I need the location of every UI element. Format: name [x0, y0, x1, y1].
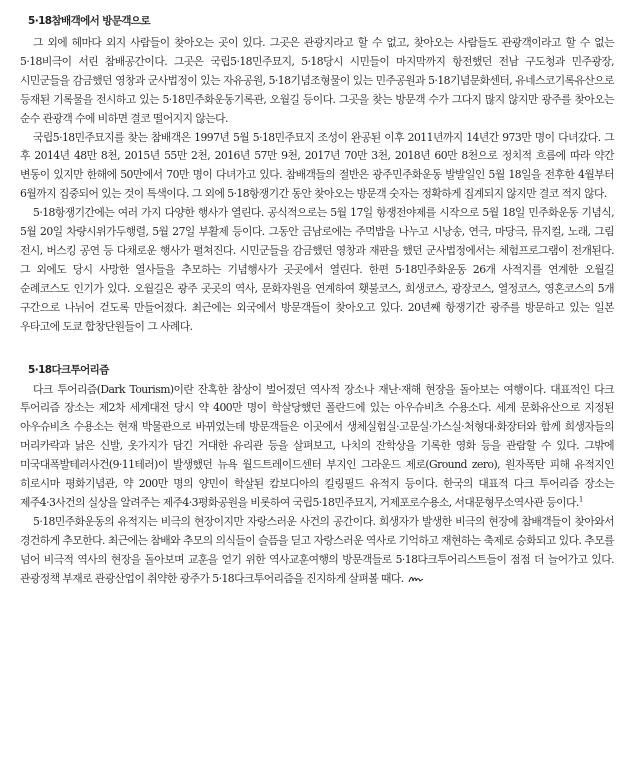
section-dark-tourism [20, 363, 614, 589]
section-visitors [20, 14, 614, 337]
section-title: 5·18다크투어리즘 [28, 363, 109, 376]
paragraph-with-end-mark [20, 513, 614, 589]
section-title: 5·18참배객에서 방문객으로 [28, 15, 150, 27]
paragraph: 5·18항쟁기간에는 여러 가지 다양한 행사가 열린다. 공식적으로는 5월 17일 항쟁전야제를 시작으로 5월 18일 민주화운동 기념식, 5월 20일 차량시위가두행렬, 5월 27일 부활제 등이다. 그동안 금남로에는 주먹밥을 나누고 시낭송, 연극, 마당극, 뮤지컬, 노래, 그림 전시, 버스킹 공연 등 다채로운 행사가 펼쳐진다. 시민군들을 감금했던 영창과 재판을 했던 군사법정에서는 체험프로그램이 전개된다. 그 외에도 당시 사망한 열사들을 추모하는 기념행사가 곳곳에서 열린다. 한편 5·18민주화운동 26개 사적지를 연계한 오월길 순례코스도 인기가 있다. 오월길은 광주 곳곳의 역사, 문화자원을 연계하여 횃불코스, 희생코스, 광장코스, 열정코스, 영혼코스의 5개 구간으로 나뉘어 걷도록 만들어졌다. 최근에는 외국에서 방문객들이 찾아오고 있다. 20년째 항쟁기간 광주를 방문하고 있는 일본 우타고에 도쿄 합창단원들이 그 사례다. [20, 206, 614, 333]
paragraph-text: 5·18민주화운동의 유적지는 비극의 현장이지만 자랑스러운 사건의 공간이다. 희생자가 발생한 비극의 현장에 참배객들이 찾아와서 경건하게 추모한다. 최근에는 참배와 추모의 의식들이 슬픔을 딛고 자랑스러운 역사로 기억하고 재현하는 축제로 승화되고 있다. 추모를 넘어 비극적 역사의 현장을 돌아보며 교훈을 얻기 위한 역사교훈여행의 방문객들로 5·18다크투어리스트들이 점점 더 늘어가고 있다. 관광정책 부재로 관광산업이 취약한 광주가 5·18다크투어리즘을 진지하게 살펴볼 때다. [20, 514, 614, 585]
paragraph: 그 외에 헤마다 외지 사람들이 찾아오는 곳이 있다. 그곳은 관광지라고 할 수 없고, 찾아오는 사람들도 관광객이라고 할 수 없는 5·18비극이 서린 참배공간이다. 그곳은 국립5·18민주묘지, 5·18당시 시민들이 마지막까지 항전했던 전남 구도청과 민주광장, 시민군들을 감금했던 영창과 군사법정이 있는 자유공원, 5·18기념조형물이 있는 민주공원과 5·18기념문화센터, 유네스코기록유산으로 등재된 기록물을 전시하고 있는 5·18민주화운동기록관, 오월길 등이다. 그곳을 찾는 방문객 수가 그다지 많지 않지만 광주를 찾아오는 순수 관광객 수에 비하면 결코 떨어지지 않는다. [20, 36, 614, 125]
footnote-marker: 1 [578, 495, 583, 504]
paragraph: 국립5·18민주묘지를 찾는 참배객은 1997년 5월 5·18민주묘지 조성이 완공된 이후 2011년까지 14년간 973만 명이 다녀갔다. 그 후 2014년 48만 8천, 2015년 55만 2천, 2016년 57만 9천, 2017년 70만 3천, 2018년 60만 8천으로 정치적 흐름에 따라 약간 변동이 있지만 한해에 50만에서 70만 명이 다녀가고 있다. 참배객들의 절반은 광주민주화운동 발발일인 5월 18일을 전후한 4월부터 6월까지 집중되어 있는 것이 특색이다. 그 외에 5·18항쟁기간 동안 찾아오는 방문객 숫자는 정확하게 집계되지 않지만 결코 적지 않다. [20, 130, 614, 201]
signature-end-mark-icon [408, 574, 424, 584]
paragraph-with-footnote [20, 381, 614, 513]
paragraph-text: 다크 투어리즘(Dark Tourism)이란 잔혹한 참상이 벌어졌던 역사적 장소나 재난·재해 현장을 돌아보는 여행이다. 대표적인 다크 투어리즘 장소는 제2차 세계대전 당시 약 400만 명이 학살당했던 폴란드에 있는 아우슈비츠 수용소다. 세계 문화유산으로 지정된 아우슈비츠 수용소는 현재 박물관으로 바뀌었는데 방문객들은 이곳에서 생체실험실·고문실·가스실·처형대·화장터와 함께 희생자들의 머리카락과 낡은 신발, 옷가지가 담긴 거대한 유리관 등을 살펴보고, 나치의 잔학상을 기록한 영화 등을 관람할 수 있다. 그밖에 미국대폭발테러사건(9·11테러)이 발생했던 뉴욕 월드트레이드센터 부지인 그라운드 제로(Ground zero), 원자폭탄 피해 유적지인 히로시마 평화기념관, 약 200만 명의 양민이 학살된 캄보디아의 킬링필드 유적지 등이다. 한국의 대표적 다크 투어리즘 장소는 제주4·3사건의 실상을 알려주는 제주4·3평화공원을 비롯하여 국립5·18민주묘지, 거제포로수용소, 서대문형무소역사관 등이다. [20, 382, 614, 509]
